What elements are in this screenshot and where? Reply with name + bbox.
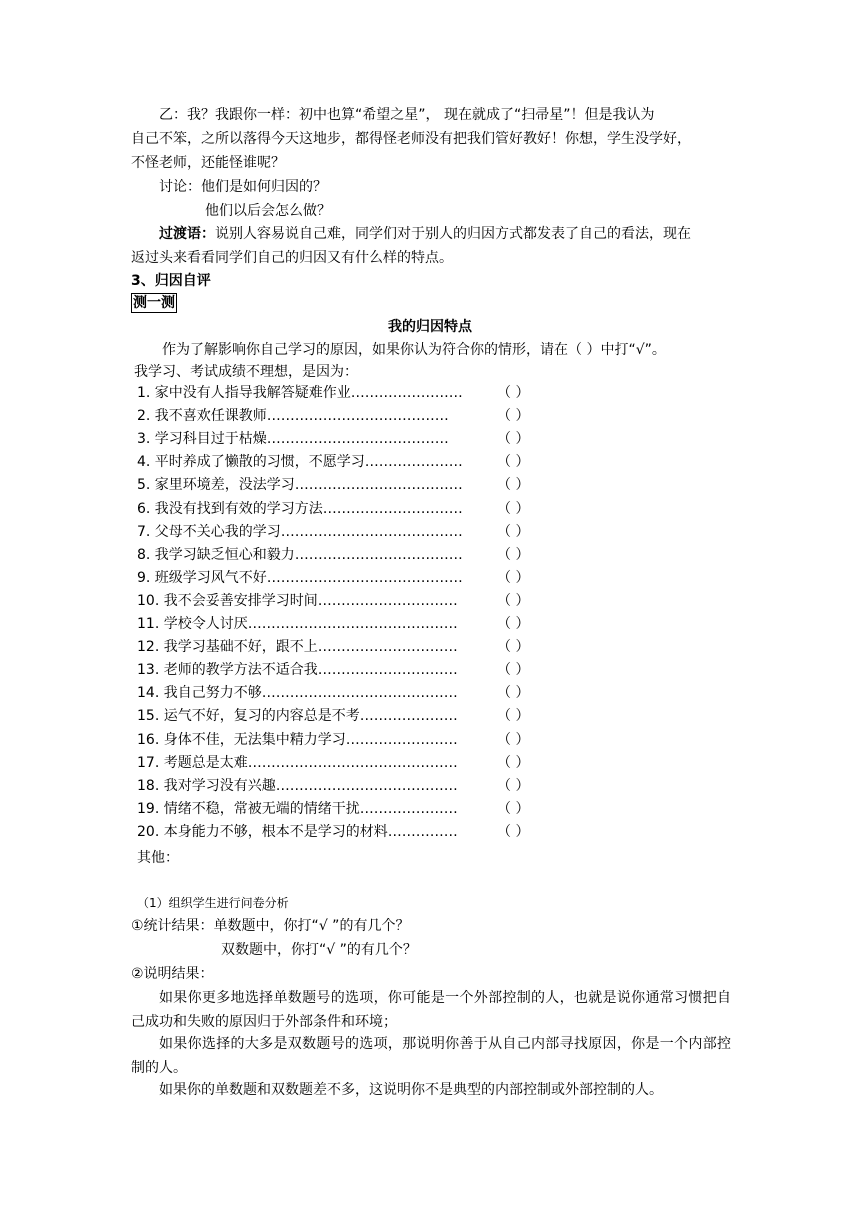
survey-item-text: 1. 家中没有人指导我解答疑难作业…………………… — [137, 385, 463, 401]
survey-item — [137, 521, 547, 544]
discussion-question: 他们是如何归因的？ — [201, 179, 327, 195]
count-question: 双数题中，你打“√ ”的有几个？ — [221, 942, 417, 958]
survey-item — [137, 428, 547, 451]
survey-item — [137, 729, 547, 752]
survey-item — [137, 752, 547, 775]
survey-item — [137, 821, 547, 844]
survey-item-text: 14. 我自己努力不够…………………………………… — [137, 685, 458, 702]
answer-parentheses[interactable]: （ ） — [497, 477, 530, 494]
survey-item-text: 7. 父母不关心我的学习………………………………… — [137, 523, 463, 540]
survey-item-text: 9. 班级学习风气不好…………………………………… — [137, 569, 463, 586]
survey-item — [137, 613, 547, 636]
boxed-label: 测一测 — [133, 295, 175, 311]
survey-item — [137, 451, 547, 474]
count-line — [131, 914, 409, 938]
survey-item-text: 8. 我学习缺乏恒心和毅力……………………………… — [137, 546, 463, 563]
survey-item — [137, 659, 547, 682]
answer-parentheses[interactable]: （ ） — [497, 500, 530, 517]
answer-parentheses[interactable]: （ ） — [497, 754, 530, 771]
answer-parentheses[interactable]: （ ） — [497, 662, 530, 679]
explain-paragraph: 如果你更多地选择单数题号的选项，你可能是一个外部控制的人，也就是说你通常习惯把自己成功和失败的原因归于外部条件和环境； — [131, 990, 731, 1030]
survey-item-text: 11. 学校令人讨厌……………………………………… — [137, 616, 458, 632]
survey-item — [137, 636, 547, 659]
survey-item-text: 4. 平时养成了懒散的习惯，不愿学习………………… — [137, 454, 463, 471]
survey-item — [137, 705, 547, 728]
survey-item-text: 18. 我对学习没有兴趣………………………………… — [137, 777, 458, 794]
survey-item-text: 10. 我不会妥善安排学习时间………………………… — [137, 592, 458, 609]
survey-item-text: 19. 情绪不稳，常被无端的情绪干扰………………… — [137, 800, 458, 817]
survey-item — [137, 798, 547, 821]
survey-item — [137, 544, 547, 567]
survey-item — [137, 775, 547, 798]
survey-item — [137, 590, 547, 613]
discussion-label: 讨论： — [159, 179, 201, 195]
answer-parentheses[interactable]: （ ） — [497, 685, 530, 702]
dialogue-line: 自己不笨，之所以落得今天这地步，都得怪老师没有把我们管好教好！你想，学生没学好， — [131, 131, 691, 147]
answer-parentheses[interactable]: （ ） — [497, 569, 530, 586]
answer-parentheses[interactable]: （ ） — [497, 592, 530, 609]
answer-parentheses[interactable]: （ ） — [497, 385, 530, 401]
survey-item-text: 20. 本身能力不够，根本不是学习的材料…………… — [137, 823, 458, 840]
transition-line — [159, 222, 691, 246]
dialogue-line: 乙：我？我跟你一样：初中也算“希望之星”， 现在就成了“扫帚星”！但是我认为 — [159, 107, 655, 123]
survey-item — [137, 682, 547, 705]
answer-parentheses[interactable]: （ ） — [497, 523, 530, 540]
answer-parentheses[interactable]: （ ） — [497, 454, 530, 471]
survey-title: 我的归因特点 — [388, 319, 472, 335]
survey-item-text: 13. 老师的教学方法不适合我………………………… — [137, 662, 458, 679]
transition-line: 返过头来看看同学们自己的归因又有什么样的特点。 — [131, 250, 453, 266]
transition-text: 说别人容易说自己难，同学们对于别人的归因方式都发表了自己的看法，现在 — [215, 226, 691, 242]
explain-paragraph: 如果你的单数题和双数题差不多，这说明你不是典型的内部控制或外部控制的人。 — [159, 1082, 663, 1098]
answer-parentheses[interactable]: （ ） — [497, 431, 530, 448]
explain-label: ②说明结果： — [131, 966, 214, 982]
answer-parentheses[interactable]: （ ） — [497, 639, 530, 656]
survey-item-text: 2. 我不喜欢任课教师………………………………… — [137, 408, 449, 425]
section-heading: 3、归因自评 — [131, 273, 211, 289]
answer-parentheses[interactable]: （ ） — [497, 408, 530, 425]
survey-intro: 我学习、考试成绩不理想，是因为： — [134, 364, 358, 380]
survey-item — [137, 382, 547, 405]
survey-item-text: 17. 考题总是太难……………………………………… — [137, 754, 458, 771]
survey-item-text: 15. 运气不好，复习的内容总是不考………………… — [137, 708, 458, 725]
explain-paragraph: 如果你选择的大多是双数题号的选项，那说明你善于从自己内部寻找原因，你是一个内部控制的人。 — [131, 1036, 731, 1076]
discussion-line — [159, 175, 327, 199]
survey-item-text: 12. 我学习基础不好，跟不上………………………… — [137, 639, 458, 656]
survey-item-text: 3. 学习科目过于枯燥………………………………… — [137, 431, 449, 448]
survey-other: 其他： — [137, 850, 179, 866]
count-label: ①统计结果： — [131, 918, 214, 934]
discussion-question: 他们以后会怎么做？ — [205, 203, 331, 219]
survey-item-text: 16. 身体不佳，无法集中精力学习…………………… — [137, 731, 458, 748]
answer-parentheses[interactable]: （ ） — [497, 777, 530, 794]
survey-item-text: 6. 我没有找到有效的学习方法………………………… — [137, 500, 463, 517]
survey-intro: 作为了解影响你自己学习的原因，如果你认为符合你的情形，请在（ ）中打“√”。 — [162, 342, 666, 358]
transition-label: 过渡语： — [159, 226, 215, 242]
survey-item — [137, 567, 547, 590]
survey-item — [137, 474, 547, 497]
answer-parentheses[interactable]: （ ） — [497, 546, 530, 563]
answer-parentheses[interactable]: （ ） — [497, 800, 530, 817]
count-question: 单数题中，你打“√ ”的有几个？ — [213, 918, 410, 934]
answer-parentheses[interactable]: （ ） — [497, 616, 530, 632]
survey-item-text: 5. 家里环境差，没法学习……………………………… — [137, 477, 463, 494]
answer-parentheses[interactable]: （ ） — [497, 731, 530, 748]
answer-parentheses[interactable]: （ ） — [497, 708, 530, 725]
survey-item — [137, 405, 547, 428]
survey-item — [137, 498, 547, 521]
dialogue-line: 不怪老师，还能怪谁呢？ — [131, 155, 285, 171]
analysis-step: （1）组织学生进行问卷分析 — [137, 896, 289, 910]
answer-parentheses[interactable]: （ ） — [497, 823, 530, 840]
